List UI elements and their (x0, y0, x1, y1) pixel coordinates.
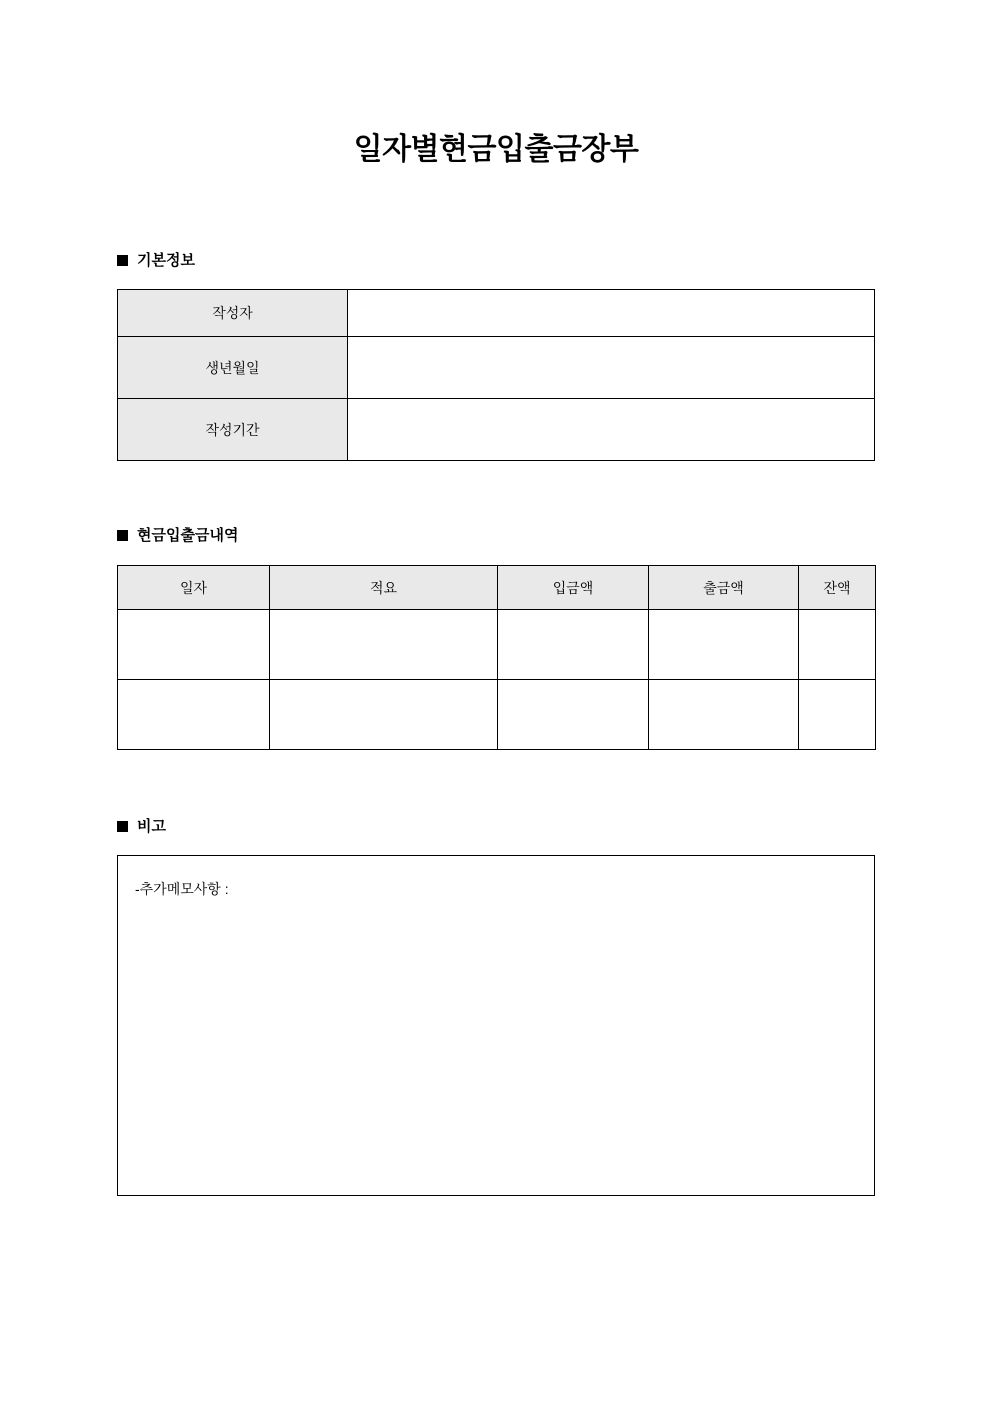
remarks-textarea[interactable] (117, 855, 875, 1196)
basic-info-value-author[interactable] (348, 290, 875, 337)
column-header-balance: 잔액 (799, 566, 876, 610)
basic-info-label-period: 작성기간 (118, 399, 348, 461)
basic-info-label-author: 작성자 (118, 290, 348, 337)
column-header-date: 일자 (118, 566, 270, 610)
cash-ledger-table (117, 565, 876, 750)
cell-description[interactable] (270, 680, 498, 750)
square-bullet-icon (117, 530, 128, 541)
section-heading-basic-info (117, 250, 195, 272)
basic-info-value-period[interactable] (348, 399, 875, 461)
cell-deposit[interactable] (498, 680, 649, 750)
basic-info-value-birthdate[interactable] (348, 337, 875, 399)
section-heading-cash-ledger (117, 525, 238, 547)
table-row (118, 610, 876, 680)
table-row (118, 399, 875, 461)
section-heading-basic-info-label: 기본정보 (137, 252, 195, 269)
table-row (118, 290, 875, 337)
table-row (118, 680, 876, 750)
column-header-deposit: 입금액 (498, 566, 649, 610)
remarks-memo-label: -추가메모사항 : (135, 881, 229, 897)
cell-deposit[interactable] (498, 610, 649, 680)
cell-balance[interactable] (799, 610, 876, 680)
cell-date[interactable] (118, 680, 270, 750)
cell-withdrawal[interactable] (649, 680, 799, 750)
cell-withdrawal[interactable] (649, 610, 799, 680)
page-title: 일자별현금입출금장부 (353, 133, 639, 166)
section-heading-cash-ledger-label: 현금입출금내역 (137, 527, 239, 544)
table-header-row (118, 566, 876, 610)
section-heading-remarks (117, 816, 166, 838)
table-row (118, 337, 875, 399)
cell-balance[interactable] (799, 680, 876, 750)
cell-date[interactable] (118, 610, 270, 680)
basic-info-label-birthdate: 생년월일 (118, 337, 348, 399)
cell-description[interactable] (270, 610, 498, 680)
square-bullet-icon (117, 821, 128, 832)
basic-info-table (117, 289, 875, 461)
section-heading-remarks-label: 비고 (137, 818, 166, 835)
column-header-description: 적요 (270, 566, 498, 610)
column-header-withdrawal: 출금액 (649, 566, 799, 610)
square-bullet-icon (117, 255, 128, 266)
